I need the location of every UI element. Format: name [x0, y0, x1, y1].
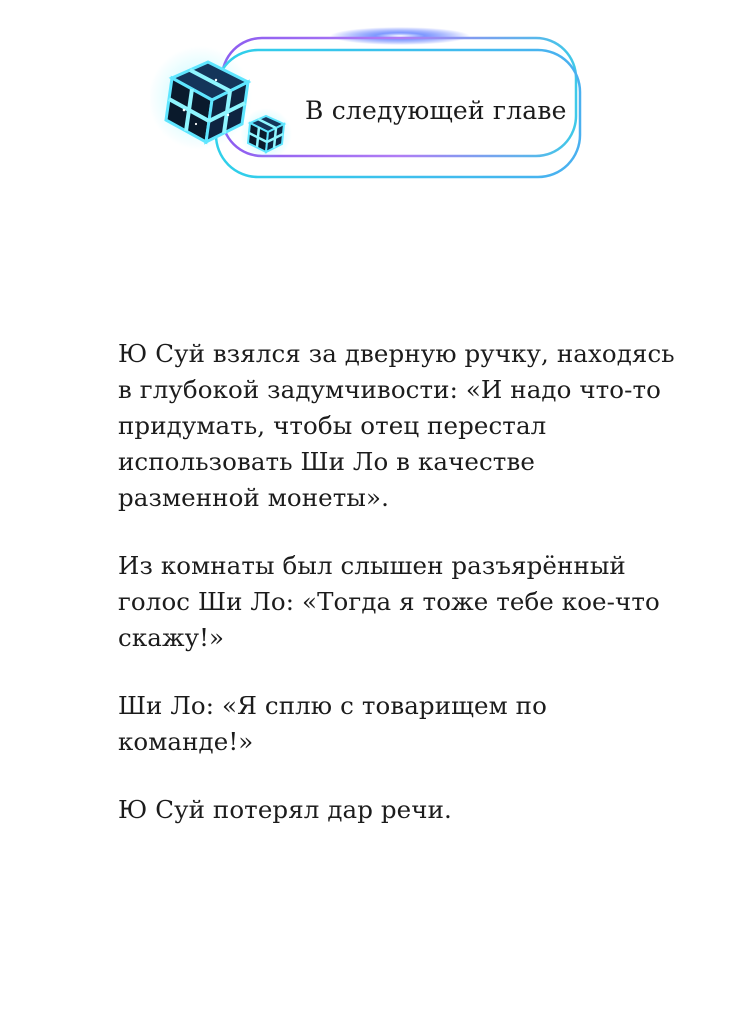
- glowing-cube-small-icon: [240, 108, 292, 160]
- story-paragraph: Ши Ло: «Я сплю с товарищем по команде!»: [118, 691, 547, 756]
- story-paragraph: Ю Суй взялся за дверную ручку, находясь в глубокой задумчивости: «И надо что-то придумать, чтобы отец перестал использовать Ши Ло в качестве разменной монеты».: [118, 339, 675, 512]
- story-paragraph: Ю Суй потерял дар речи.: [118, 795, 452, 824]
- story-paragraph: Из комнаты был слышен разъярённый голос Ши Ло: «Тогда я тоже тебе кое-что скажу!»: [118, 551, 660, 652]
- glowing-cube-icon: [150, 46, 252, 150]
- story-text: [118, 336, 678, 860]
- banner-title: В следующей главе: [305, 96, 567, 125]
- next-chapter-banner: [150, 20, 590, 190]
